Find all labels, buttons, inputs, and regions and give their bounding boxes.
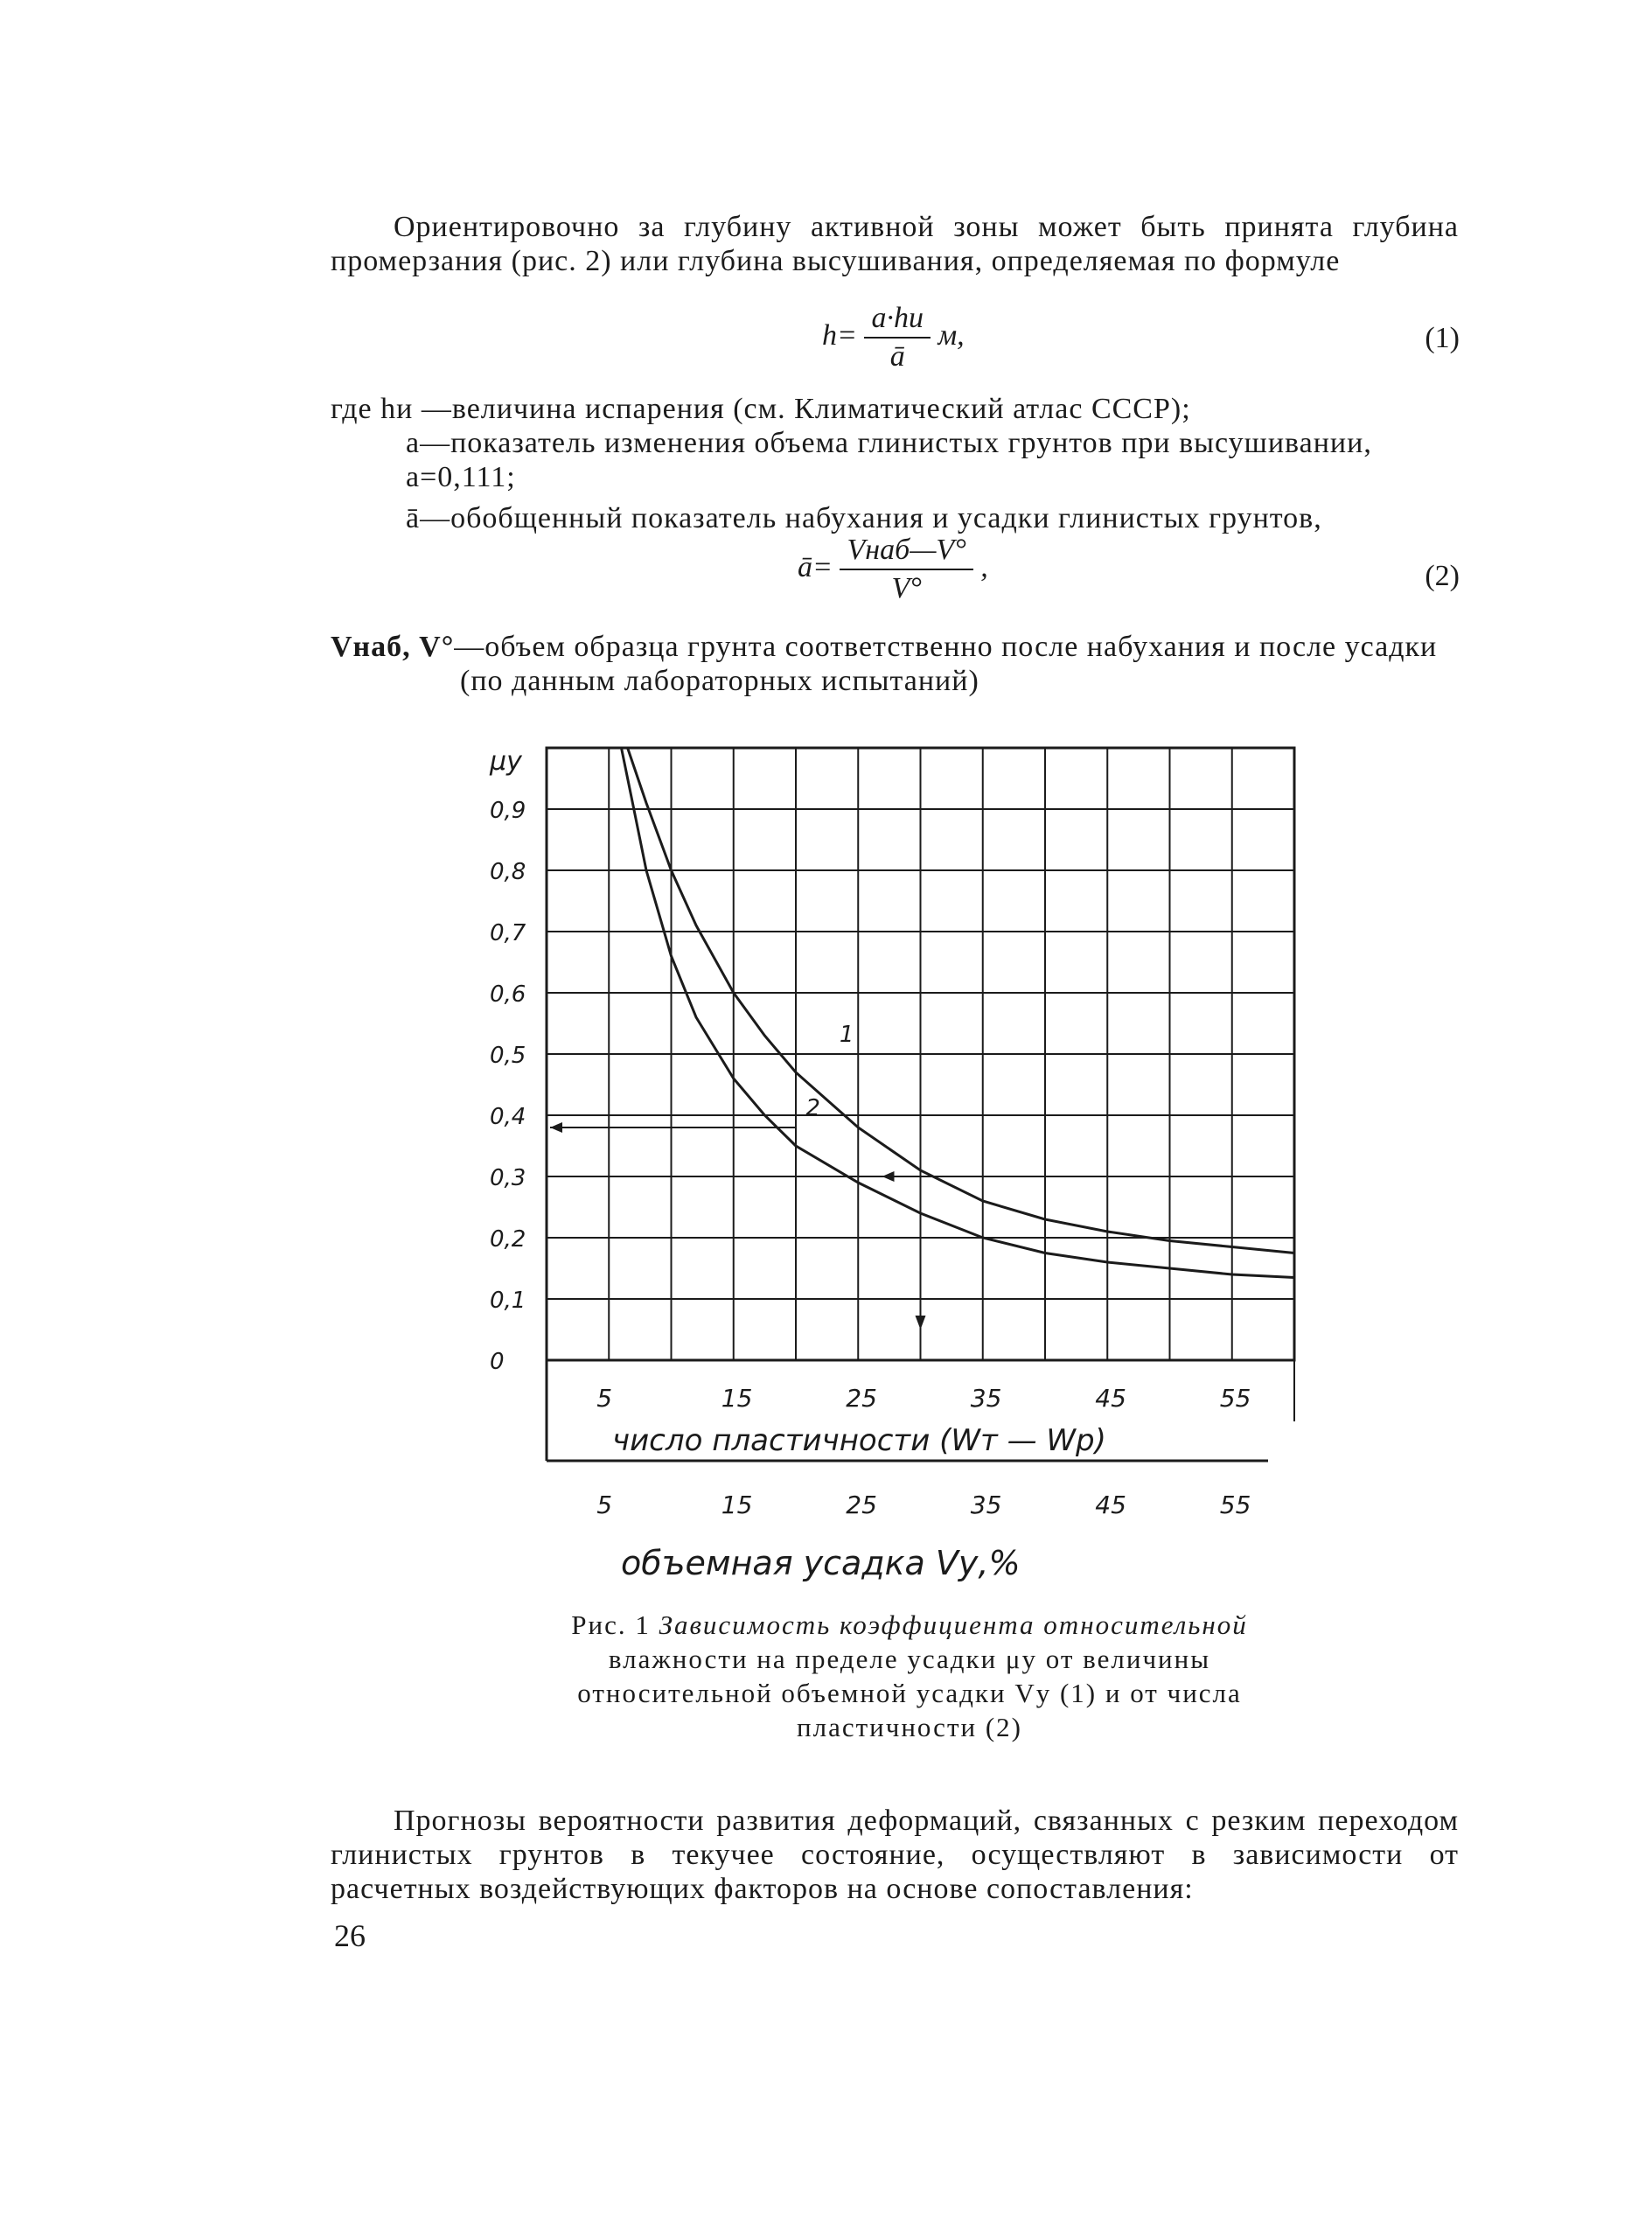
figure-caption	[525, 1608, 1294, 1744]
x-tick-label-outer: 45	[1095, 1490, 1126, 1519]
curve-label-2: 2	[805, 1095, 820, 1121]
y-tick-label: 0,6	[490, 981, 526, 1008]
formula-2-lhs: ā=	[798, 550, 833, 583]
shrinkage-chart	[472, 735, 1329, 1592]
paragraph-intro	[331, 210, 1459, 278]
curve-2	[622, 748, 1295, 1278]
formula-1-denominator: ā	[889, 340, 905, 373]
example-arrowhead-left	[550, 1122, 562, 1133]
definition-v-term: Vнаб, V°	[331, 631, 455, 663]
x-tick-label-inner: 55	[1219, 1384, 1251, 1413]
paragraph-intro-text: Ориентировочно за глубину активной зоны может быть принята глубина промерзания (рис. 2) или глубина высушивания, определяемая по формуле	[331, 211, 1459, 277]
y-tick-label: 0,9	[490, 798, 526, 824]
paragraph-forecast-text: Прогнозы вероятности развития деформаций, связанных с резким переходом глинистых грунтов в текучее состояние, осуществляют в зависимости от расчетных воздействующих факторов на основе сопоставления:	[331, 1805, 1459, 1905]
definition-a: a—показатель изменения объема глинистых грунтов при высушивании, a=0,111;	[406, 427, 1372, 493]
formula-1	[822, 302, 965, 373]
y-tick-label: 0,8	[490, 859, 526, 885]
formula-2-denominator: V°	[891, 572, 922, 604]
example-arrowhead-short	[882, 1171, 895, 1182]
x-tick-label-inner: 25	[846, 1384, 877, 1413]
y-axis-label: μу	[490, 746, 522, 777]
x-tick-label-outer: 55	[1219, 1490, 1251, 1519]
formula-1-lhs: h=	[822, 318, 857, 352]
x-tick-label-inner: 45	[1095, 1384, 1126, 1413]
formula-2-numerator: Vнаб—V°	[840, 534, 972, 570]
chart-curves	[622, 748, 1295, 1278]
y-tick-label: 0,4	[490, 1104, 526, 1130]
definition-v-text: —объем образца грунта соответственно после набухания и после усадки (по данным лабораторных испытаний)	[454, 631, 1438, 697]
x-tick-label-outer: 15	[721, 1490, 753, 1519]
formula-2	[798, 534, 988, 605]
y-tick-label: 0,3	[490, 1165, 526, 1191]
formula-2-tail: ,	[980, 550, 988, 583]
x-tick-label-inner: 5	[596, 1384, 613, 1413]
y-tick-label: 0,2	[490, 1226, 526, 1253]
caption-prefix: Рис. 1	[571, 1609, 651, 1640]
x-tick-label-outer: 5	[596, 1490, 613, 1519]
paragraph-forecast	[331, 1804, 1459, 1906]
chart-ticks	[490, 798, 1251, 1519]
formula-1-numerator: a·hи	[864, 302, 931, 339]
example-arrowhead-down	[916, 1316, 926, 1330]
definition-h: где hи —величина испарения (см. Климатический атлас СССР);	[331, 393, 1191, 425]
definitions-block	[331, 392, 1459, 535]
y-tick-label: 0,7	[490, 920, 526, 946]
x-tick-label-outer: 35	[970, 1490, 1002, 1519]
x-tick-label-inner: 15	[721, 1384, 753, 1413]
curve-label-1: 1	[839, 1022, 854, 1048]
definition-v	[331, 630, 1459, 698]
y-tick-label: 0,1	[490, 1288, 526, 1314]
formula-2-fraction	[840, 534, 972, 605]
caption-rest: влажности на пределе усадки μу от величины относительной объемной усадки Vу (1) и от числа пластичности (2)	[577, 1644, 1242, 1742]
definition-a-bar: ā—обобщенный показатель набухания и усадки глинистых грунтов,	[406, 502, 1322, 534]
formula-1-number: (1)	[1425, 322, 1460, 354]
x-tick-label-inner: 35	[970, 1384, 1002, 1413]
formula-2-number: (2)	[1425, 560, 1460, 592]
y-tick-label: 0	[490, 1349, 505, 1375]
x-axis-inner-label: число пластичности (Wт — Wр)	[612, 1423, 1106, 1458]
x-axis-outer-label: объемная усадка Vу,%	[621, 1544, 1021, 1582]
y-tick-label: 0,5	[490, 1043, 526, 1069]
page-number: 26	[334, 1918, 366, 1953]
definition-v-block	[331, 630, 1459, 698]
caption-italic: Зависимость коэффициента относительной	[659, 1609, 1248, 1640]
x-tick-label-outer: 25	[846, 1490, 877, 1519]
formula-1-unit: м,	[938, 318, 965, 352]
formula-1-fraction	[864, 302, 931, 373]
